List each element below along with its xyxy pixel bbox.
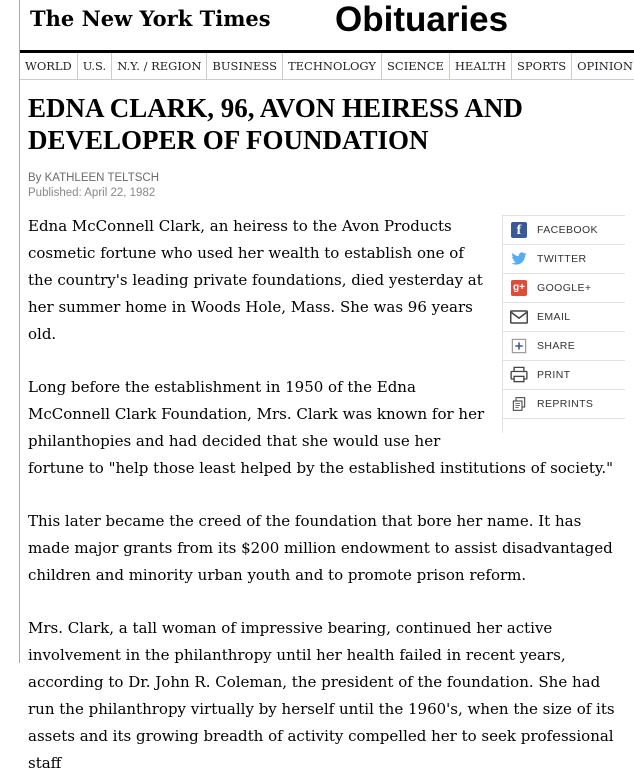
nav-item-u-s[interactable]: U.S. [77,53,111,79]
nav-item-business[interactable]: BUSINESS [206,53,282,79]
googleplus-icon: g+ [510,279,528,297]
share-label: TWITTER [537,252,587,265]
share-label: GOOGLE+ [537,281,592,294]
share-print-button[interactable] [503,360,625,389]
share-facebook-button[interactable] [503,215,625,244]
share-icon [510,337,528,355]
article-published: Published: April 22, 1982 [28,186,156,199]
article [20,80,634,777]
share-reprints-button[interactable] [503,389,625,418]
article-headline: EDNA CLARK, 96, AVON HEIRESS AND DEVELOPER OF FOUNDATION [28,93,523,156]
email-icon [510,308,528,326]
nav-item-opinion[interactable]: OPINION [571,53,634,79]
facebook-icon: f [510,221,528,239]
share-label: PRINT [537,368,571,381]
nav-item-n-y-region[interactable]: N.Y. / REGION [111,53,206,79]
nyt-logo[interactable]: The New York Times [30,6,271,31]
reprints-icon [510,395,528,413]
nav-bar [20,53,634,80]
article-paragraph: This later became the creed of the foundation that bore her name. It has made major grants from its $200 million endowment to assist disadvantaged children and minority urban youth and to promote prison reform. [28,511,613,584]
article-byline: By KATHLEEN TELTSCH [28,171,160,184]
share-email-button[interactable] [503,302,625,331]
nav-item-science[interactable]: SCIENCE [381,53,449,79]
share-label: SHARE [537,339,576,352]
page [19,0,634,772]
article-paragraph: Edna McConnell Clark, an heiress to the Avon Products cosmetic fortune who used her wealth to establish one of the country's leading private foundations, died yesterday at her summer home in Woods Hole, Mass. She was 96 years old. [28,216,483,343]
share-label: EMAIL [537,310,571,323]
masthead [20,0,634,50]
share-twitter-button[interactable] [503,244,625,273]
share-label: FACEBOOK [537,223,598,236]
nav-item-sports[interactable]: SPORTS [511,53,571,79]
nav-item-health[interactable]: HEALTH [449,53,511,79]
print-icon [510,366,528,384]
article-paragraph: Long before the establishment in 1950 of the Edna McConnell Clark Foundation, Mrs. Clark was known for her philanthopies and had decided that she would use her fortune to "help those least helped by the established institutions of society." [28,377,614,477]
nav-item-world[interactable]: WORLD [25,59,72,73]
share-label: REPRINTS [537,397,594,410]
twitter-icon [510,250,528,268]
share-share-button[interactable] [503,331,625,360]
nav-item-technology[interactable]: TECHNOLOGY [282,53,381,79]
section-title[interactable]: Obituaries [335,0,509,39]
share-googleplus-button[interactable] [503,273,625,302]
share-tools [502,215,625,433]
article-paragraph: Mrs. Clark, a tall woman of impressive bearing, continued her active involvement in the philanthropy until her health failed in recent years, according to Dr. John R. Coleman, the president of the foundation. She had run the philanthropy virtually by herself until the 1960's, when the size of its assets and its growing breadth of activity compelled her to seek professional staff [28,618,615,772]
